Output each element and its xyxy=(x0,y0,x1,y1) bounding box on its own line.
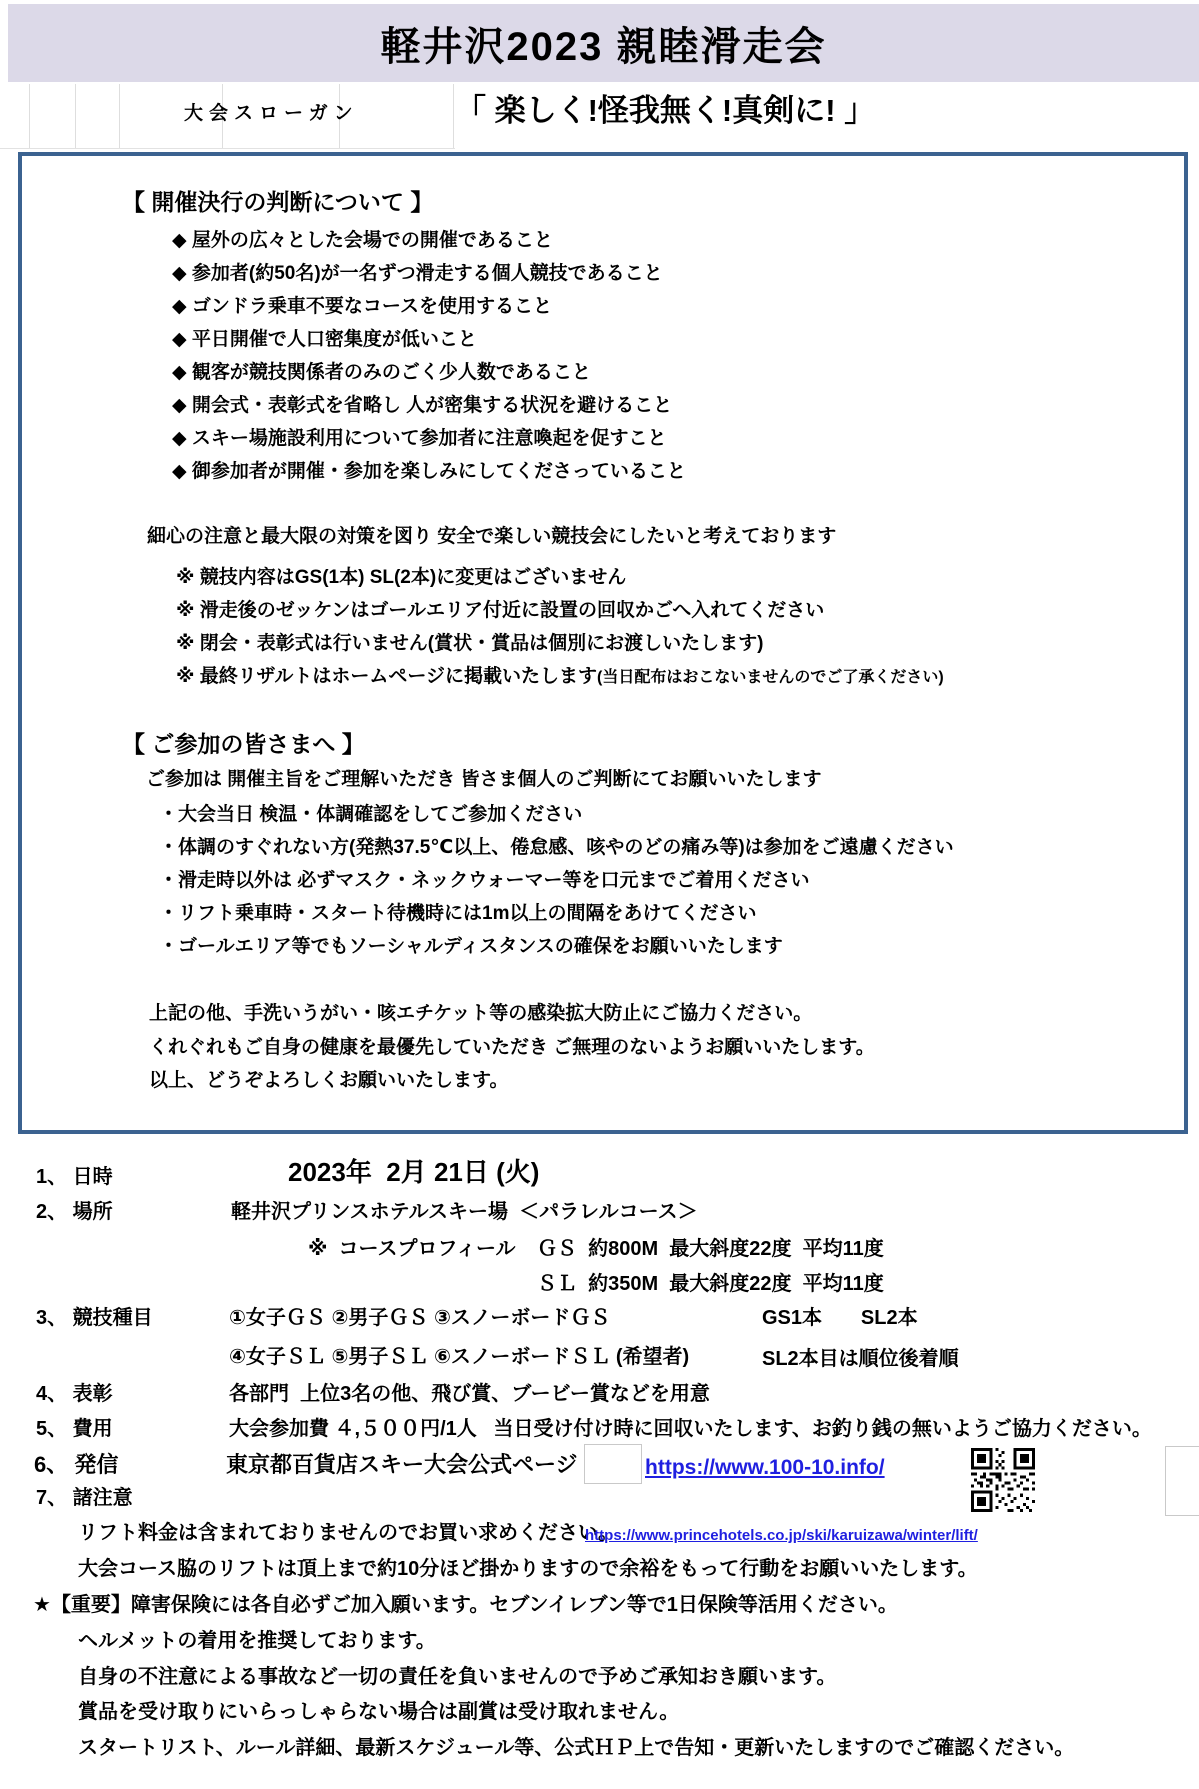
kome-note: ※ 滑走後のゼッケンはゴールエリア付近に設置の回収かごへ入れてください xyxy=(176,600,825,621)
kome-note xyxy=(176,666,944,688)
events-run-info-2: SL2本目は順位後着順 xyxy=(762,1348,959,1370)
slogan-label: 大会スローガン xyxy=(184,103,359,124)
lift-ticket-link[interactable]: https://www.princehotels.co.jp/ski/karuizawa/winter/lift/ xyxy=(585,1527,978,1544)
participant-rule: ・滑走時以外は 必ずマスク・ネックウォーマー等を口元までご着用ください xyxy=(159,870,810,891)
participant-rule: ・体調のすぐれない方(発熱37.5℃以上、倦怠感、咳やのどの痛み等)は参加をご遠慮ください xyxy=(159,837,954,858)
kome-note-paren: (当日配布はおこないませんのでご了承ください) xyxy=(597,669,944,686)
participant-rule: ・大会当日 検温・体調確認をしてご参加ください xyxy=(159,804,583,825)
remark-insurance xyxy=(33,1594,898,1617)
spreadsheet-gridline xyxy=(119,84,120,148)
remark-lift-time: 大会コース脇のリフトは頂上まで約10分ほど掛かりますので余裕をもって行動をお願いいたします。 xyxy=(78,1558,978,1580)
detail-value-events-1: ①女子ＧＳ ②男子ＧＳ ③スノーボードＧＳ xyxy=(229,1307,611,1329)
star-icon: ★ xyxy=(33,1594,51,1616)
detail-label-place: 2、 場所 xyxy=(36,1201,113,1223)
kome-note-main: ※ 最終リザルトはホームページに掲載いたします xyxy=(176,666,598,687)
spreadsheet-gridline xyxy=(0,148,455,149)
kome-note: ※ 閉会・表彰式は行いません(賞状・賞品は個別にお渡しいたします) xyxy=(176,633,764,654)
detail-value-fee: 大会参加費 ４,５００円/1人 当日受け付け時に回収いたします、お釣り銭の無いようご協力ください。 xyxy=(229,1418,1152,1440)
decision-bullet: ◆ スキー場施設利用について参加者に注意喚起を促すこと xyxy=(172,428,667,449)
detail-value-date: 2023年 2月 21日 (火) xyxy=(288,1157,540,1187)
spreadsheet-gridline xyxy=(453,84,454,148)
safety-paragraph: 細心の注意と最大限の対策を図り 安全で楽しい競技会にしたいと考えております xyxy=(147,526,837,547)
qr-code xyxy=(971,1448,1035,1512)
detail-value-awards: 各部門 上位3名の他、飛び賞、ブービー賞などを用意 xyxy=(229,1383,710,1405)
decision-bullet: ◆ 参加者(約50名)が一名ずつ滑走する個人競技であること xyxy=(172,263,663,284)
participant-rule: ・ゴールエリア等でもソーシャルディスタンスの確保をお願いいたします xyxy=(159,936,783,957)
official-site-link[interactable]: https://www.100-10.info/ xyxy=(645,1456,885,1479)
closing-line: くれぐれもご自身の健康を最優先していただき ご無理のないようお願いいたします。 xyxy=(149,1037,875,1058)
participant-rule: ・リフト乗車時・スタート待機時には1m以上の間隔をあけてください xyxy=(159,903,757,924)
detail-label-publish: 6、 発信 xyxy=(34,1452,119,1477)
detail-label-awards: 4、 表彰 xyxy=(36,1383,113,1405)
detail-value-publish: 東京都百貨店スキー大会公式ページ xyxy=(226,1452,578,1477)
decision-bullet: ◆ 平日開催で人口密集度が低いこと xyxy=(172,329,477,350)
decision-bullet: ◆ 御参加者が開催・参加を楽しみにしてくださっていること xyxy=(172,461,686,482)
notice-box xyxy=(18,152,1188,1134)
remark-updates: スタートリスト、ルール詳細、最新スケジュール等、公式ＨＰ上で告知・更新いたしますのでご確認ください。 xyxy=(78,1737,1075,1759)
detail-label-notes: 7、 諸注意 xyxy=(36,1487,133,1509)
event-title: 軽井沢2023 親睦滑走会 xyxy=(380,24,827,69)
remark-liability: 自身の不注意による事故など一切の責任を負いませんので予めご承知おき願います。 xyxy=(78,1666,837,1688)
decision-bullet: ◆ 観客が競技関係者のみのごく少人数であること xyxy=(172,362,591,383)
spreadsheet-gridline xyxy=(29,84,30,148)
kome-note: ※ 競技内容はGS(1本) SL(2本)に変更はございません xyxy=(176,567,627,588)
course-profile-label: ※ コースプロフィール xyxy=(308,1238,516,1260)
empty-spreadsheet-cell xyxy=(1165,1446,1199,1516)
empty-spreadsheet-cell xyxy=(584,1444,642,1484)
detail-value-events-2: ④女子ＳＬ ⑤男子ＳＬ ⑥スノーボードＳＬ (希望者) xyxy=(229,1346,690,1368)
section-title-decision: 【 開催決行の判断について 】 xyxy=(122,189,434,215)
course-profile-gs: ＧＳ 約800M 最大斜度22度 平均11度 xyxy=(537,1238,884,1260)
event-slogan: 「 楽しく!怪我無く!真剣に! 」 xyxy=(455,93,876,128)
decision-bullet: ◆ 屋外の広々とした会場での開催であること xyxy=(172,230,553,251)
remark-helmet: ヘルメットの着用を推奨しております。 xyxy=(78,1630,436,1652)
title-banner xyxy=(8,4,1199,82)
spreadsheet-gridline xyxy=(75,84,76,148)
closing-line: 上記の他、手洗いうがい・咳エチケット等の感染拡大防止にご協力ください。 xyxy=(149,1003,813,1024)
detail-label-events: 3、 競技種目 xyxy=(36,1307,153,1329)
detail-label-fee: 5、 費用 xyxy=(36,1418,113,1440)
section-title-participants: 【 ご参加の皆さまへ 】 xyxy=(122,731,365,757)
decision-bullet: ◆ ゴンドラ乗車不要なコースを使用すること xyxy=(172,296,552,317)
closing-line: 以上、どうぞよろしくお願いいたします。 xyxy=(149,1070,509,1091)
course-profile-sl: ＳＬ 約350M 最大斜度22度 平均11度 xyxy=(537,1273,884,1295)
remark-lift-fee: リフト料金は含まれておりませんのでお買い求めください。 xyxy=(78,1522,618,1544)
remark-insurance-text: 【重要】障害保険には各自必ずご加入願います。セブンイレブン等で1日保険等活用ください。 xyxy=(50,1594,898,1616)
decision-bullet: ◆ 開会式・表彰式を省略し 人が密集する状況を避けること xyxy=(172,395,673,416)
remark-prize: 賞品を受け取りにいらっしゃらない場合は副賞は受け取れません。 xyxy=(78,1701,680,1723)
participants-intro: ご参加は 開催主旨をご理解いただき 皆さま個人のご判断にてお願いいたします xyxy=(146,769,822,790)
detail-value-place: 軽井沢プリンスホテルスキー場 ＜パラレルコース＞ xyxy=(231,1201,698,1223)
detail-label-date: 1、 日時 xyxy=(36,1166,113,1188)
events-run-info-1: GS1本 SL2本 xyxy=(762,1307,918,1329)
